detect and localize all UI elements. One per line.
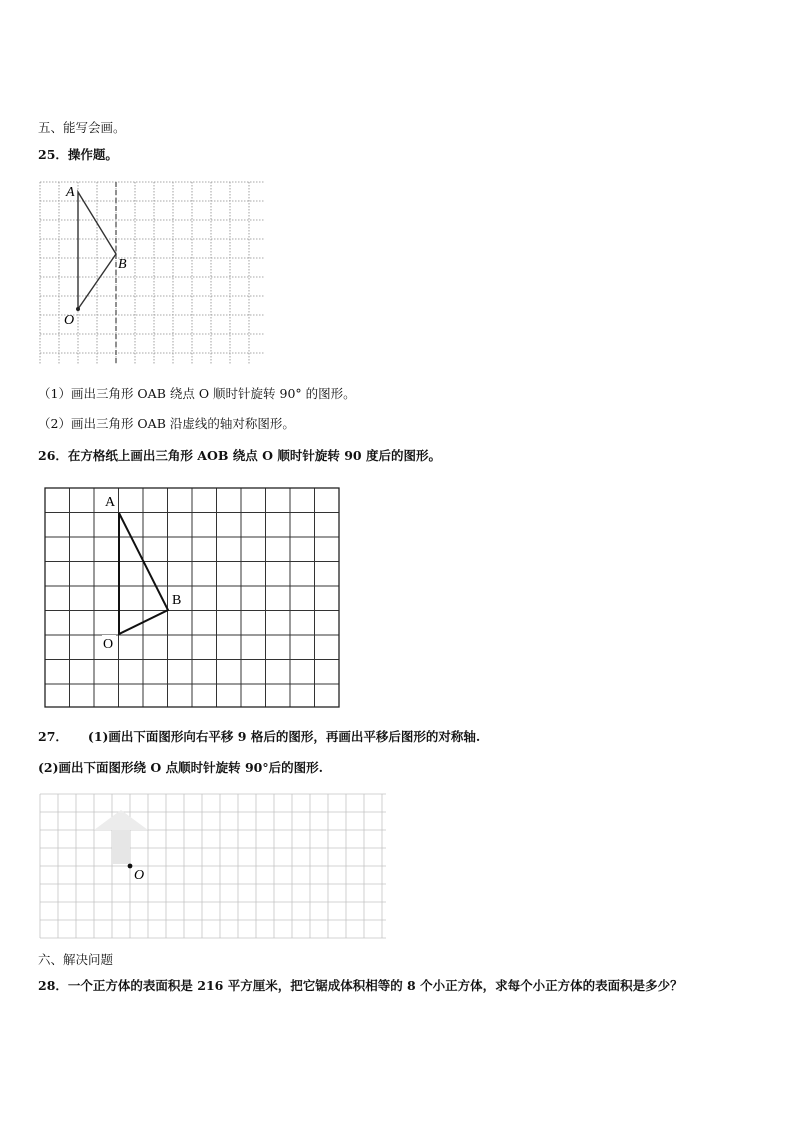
q25-label-b: B [118,257,127,272]
question-27-sub1: (1)画出下面图形向右平移 9 格后的图形，再画出平移后图形的对称轴. [87,729,481,744]
question-25-sub1: （1）画出三角形 OAB 绕点 O 顺时针旋转 90° 的图形。 [38,386,356,401]
question-27-line1 [38,729,480,745]
question-25-title: 25．操作题。 [38,147,118,162]
q26-label-b: B [172,593,182,608]
q27-grid-figure [38,792,390,942]
question-27-number: 27． [38,729,68,744]
q27-label-o: O [134,868,145,883]
q27-point-o [128,864,133,869]
q25-point-o [76,307,80,311]
question-26-title: 26．在方格纸上画出三角形 AOB 绕点 O 顺时针旋转 90 度后的图形。 [38,448,441,463]
q25-label-a: A [66,185,75,200]
section-title-5: 五、能写会画。 [38,120,126,135]
section-title-6: 六、解决问题 [38,952,114,967]
question-25-sub2: （2）画出三角形 OAB 沿虚线的轴对称图形。 [38,416,295,431]
q25-grid-figure [38,178,268,370]
q27-arrow-head [94,810,148,830]
q26-grid-figure [42,484,344,712]
q25-label-o: O [64,313,75,328]
q26-label-a: A [105,495,116,510]
question-27-sub2: (2)画出下面图形绕 O 点顺时针旋转 90°后的图形. [38,760,323,775]
q26-label-o: O [103,637,114,652]
question-28-text: 28．一个正方体的表面积是 216 平方厘米，把它锯成体积相等的 8 个小正方体，求每个小正方体的表面积是多少？ [38,978,683,993]
